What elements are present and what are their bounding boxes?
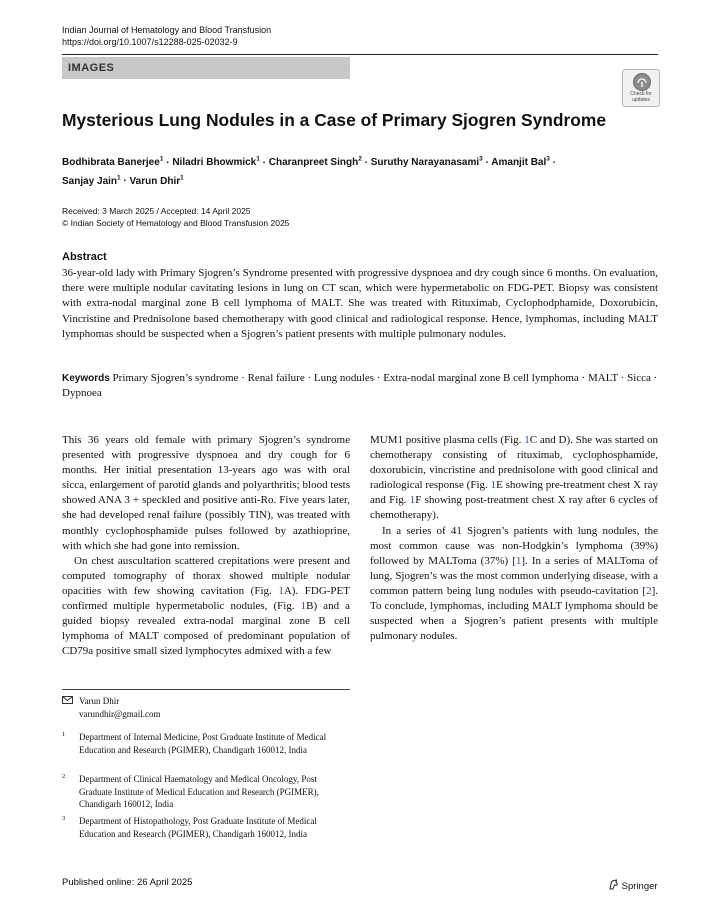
doi-link[interactable]: https://doi.org/10.1007/s12288-025-02032-9 [62,37,238,47]
figure-reference[interactable]: 1 [278,584,284,597]
journal-header [62,24,271,48]
article-dates [62,205,289,229]
corresponding-email[interactable]: varundhir@gmail.com [79,709,161,719]
keywords-text: Primary Sjogren’s syndrome · Renal failure · Lung nodules · Extra-nodal marginal zone B cell lymphoma · MALT · Sicca · Dypnoea [62,372,658,400]
springer-horse-icon [608,881,622,892]
journal-name: Indian Journal of Hematology and Blood Transfusion [62,25,272,35]
author[interactable]: Charanpreet Singh$^2$ [268,156,362,169]
springer-logo [608,879,658,892]
affiliation: Department of Histopathology, Post Graduate Institute of Medical Education and Research (PGIMER), Chandigarh 160012, India [79,816,317,839]
corresponding-author: Varun Dhir [79,696,120,706]
author[interactable]: Sanjay Jain$^1$ [62,174,121,187]
author-list: Bodhibrata Banerjee$^1$ · Niladri Bhowmick$^1$ · Charanpreet Singh$^2$ · Suruthy Narayanasami$^3$ · Amanjit Bal$^3$ · Sanjay Jain$^1$ · Varun Dhir$^1$ [62,156,557,187]
section-label: IMAGES [68,62,115,74]
affiliation-number: 3 [62,815,66,822]
publisher-name: Springer [621,881,658,892]
author[interactable]: Bodhibrata Banerjee$^1$ [62,156,164,169]
footnote-rule [62,689,350,690]
affiliation-number: 2 [62,773,66,780]
author[interactable]: Niladri Bhowmick$^1$ [172,156,260,169]
citation-reference[interactable]: 1 [515,554,522,567]
check-for-updates-text: Check for updates [630,91,652,103]
abstract-text: 36-year-old lady with Primary Sjogren’s Syndrome presented with progressive dyspnoea and dry cough since 6 months. On evaluation, there were multiple nodular cavitating lesions in lung on CT scan, which were hypermetabolic on FDG-PET. Biopsy was consistent with extra-nodal marginal zone B cell lymphoma of MALT. She was treated with Rituximab, Cyclophodphamide, Doxorubicin, Vincristine and Prednisolone based chemotherapy with good clinical and radiological response. Hence, lymphomas, including MALT lymphomas should be suspected when a Sjogren’s patient presents with multiple pulmonary nodules. [62,267,658,340]
affiliation-number: 1 [62,731,66,738]
envelope-icon [62,696,73,707]
keywords [62,371,658,401]
figure-reference[interactable]: 1 [409,494,416,507]
body-paragraph: On chest auscultation scattered crepitations were present and computed tomography of thorax showed multiple nodular opacities with few showing cavitation (Fig. 1A). FDG-PET confirmed multiple hypermetabolic nodules, (Fig. 1B) and a guided biopsy revealed extra-nodal marginal zone B cell lymphoma of MALT composed of predominant population of CD79a positive small sized lymphocytes admixed with a few [62,554,351,658]
header-rule [62,54,658,55]
published-date: Published online: 26 April 2025 [62,877,193,888]
update-icon [633,73,651,91]
abstract-heading: Abstract [62,251,107,263]
body-paragraph: This 36 years old female with primary Sjogren’s syndrome presented with progressive dyspnoea and dry cough for 6 months. Her initial presentation 13-years ago was with oral sicca, enlargement of parotid glands and polyarthritis; blood tests showed ANA 3 + speckled and positive anti-Ro. Five years later, she had developed renal failure (possibly TIN), was treated with monthly cyclophosphamide pulses followed by azathioprine, with which she had gone into remission. [62,434,350,552]
figure-reference[interactable]: 1 [300,600,307,613]
copyright: © Indian Society of Hematology and Blood Transfusion 2025 [62,218,290,228]
keywords-label: Keywords [62,373,110,384]
affiliation: Department of Internal Medicine, Post Graduate Institute of Medical Education and Research (PGIMER), Chandigarh 160012, India [79,732,327,755]
author[interactable]: Suruthy Narayanasami$^3$ [370,156,483,169]
affiliation: Department of Clinical Haematology and Medical Oncology, Post Graduate Institute of Medical Education and Research (PGIMER), Chandigarh 160012, India [79,774,319,809]
author[interactable]: Varun Dhir$^1$ [129,174,184,187]
body-paragraph: In a series of 41 Sjogren’s patients with lung nodules, the most common cause was non-Hodgkin’s lymphoma (39%) followed by MALToma (37%) [1]. In a series of MALToma of lung, Sjogren’s was the most common underlying disease, with a common pattern being lung nodules with pseudo-cavitation [2]. To conclude, lymphomas, including MALT lymphoma should be suspected when a Sjogren’s patient presents with multiple pulmonary nodules. [370,524,659,643]
citation-reference[interactable]: 2 [646,584,652,597]
body-column-left [62,433,350,659]
article-title: Mysterious Lung Nodules in a Case of Primary Sjogren Syndrome [62,110,607,130]
body-paragraph-continued: MUM1 positive plasma cells (Fig. 1C and D). She was started on chemotherapy consisting of rituximab, cyclophosphamide, doxorubicin, vincristine and prednisolone with good clinical and radiological response (Fig. 1E showing pre-treatment chest X ray and Fig. 1F showing post-treatment chest X ray after 6 cycles of chemotherapy). [370,434,658,522]
continued-text: MUM1 positive plasma cells (Fig. [370,434,525,446]
figure-reference[interactable]: 1 [490,479,497,492]
body-column-right [370,433,658,644]
check-for-updates-badge[interactable] [622,69,660,107]
figure-reference[interactable]: 1 [524,434,530,446]
author[interactable]: Amanjit Bal$^3$ [491,156,550,169]
received-accepted: Received: 3 March 2025 / Accepted: 14 April 2025 [62,206,251,216]
correspondence [79,695,161,721]
